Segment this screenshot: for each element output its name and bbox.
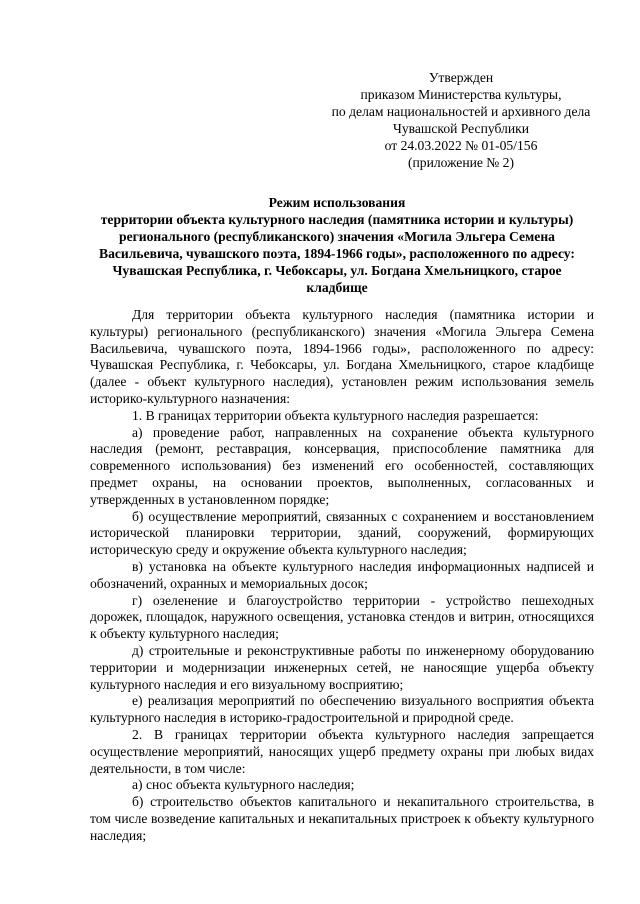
title-line: Чувашская Республика, г. Чебоксары, ул. Богдана Хмельницкого, старое (112, 262, 562, 278)
document-title (82, 195, 592, 296)
approval-line: Утвержден (428, 70, 494, 85)
body-paragraph: 1. В границах территории объекта культурного наследия разрешается: (132, 407, 539, 423)
title-line: Режим использования (268, 195, 406, 210)
body-paragraph: Для территории объекта культурного наследия (памятника истории и культуры) регионального (республиканского) значения «Могила Эльгера Семена Васильевича, чувашского поэта, 1894-1966 годы», расположенного по адресу: Чувашская Республика, г. Чебоксары, ул. Богдана Хмельницкого, старое кладбище (далее - объект культурного наследия), установлен режим использования земель историко-культурного назначения: (90, 307, 594, 406)
title-line: кладбище (306, 279, 368, 295)
body-paragraph: б) строительство объектов капитального и некапитального строительства, в том числе возведение капитальных и некапитальных пристроек к объекту культурного наследия; (90, 794, 594, 843)
document-body (90, 307, 594, 845)
approval-line: приказом Министерства культуры, (360, 87, 562, 102)
approval-line: от 24.03.2022 № 01-05/156 (384, 138, 538, 153)
title-line: территории объекта культурного наследия (памятника истории и культуры) (100, 211, 574, 227)
title-line: регионального (республиканского) значения «Могила Эльгера Семена (119, 228, 555, 244)
body-paragraph: в) установка на объекте культурного наследия информационных надписей и обозначений, охранных и мемориальных досок; (90, 558, 594, 591)
body-paragraph: г) озеленение и благоустройство территории - устройство пешеходных дорожек, площадок, наружного освещения, установка стендов и витрин, относящихся к объекту культурного наследия; (90, 592, 594, 642)
body-paragraph: а) снос объекта культурного наследия; (132, 777, 355, 793)
approval-line: Чувашской Республики (393, 121, 529, 136)
body-paragraph: б) осуществление мероприятий, связанных с сохранением и восстановлением исторической планировки территории, зданий, сооружений, формирующих историческую среду и окружение объекта культурного наследия; (90, 508, 594, 558)
title-line: Васильевича, чувашского поэта, 1894-1966 годы», расположенного по адресу: (99, 245, 575, 261)
body-paragraph: а) проведение работ, направленных на сохранение объекта культурного наследия (ремонт, реставрация, консервация, приспособление памятника для современного использования) без изменений его особенностей, составляющих предмет охраны, на основании проектов, выполненных, согласованных и утвержденных в установленном порядке; (90, 424, 594, 507)
body-paragraph: 2. В границах территории объекта культурного наследия запрещается осуществление мероприятий, наносящих ущерб предмету охраны при любых видах деятельности, в том числе: (90, 726, 594, 776)
approval-line: по делам национальностей и архивного дела (331, 104, 591, 119)
approval-line: (приложение № 2) (407, 155, 515, 170)
body-paragraph: е) реализация мероприятий по обеспечению визуального восприятия объекта культурного наследия в историко-градостроительной и природной среде. (90, 693, 594, 726)
body-paragraph: д) строительные и реконструктивные работы по инженерному оборудованию территории и модернизации инженерных сетей, не наносящие ущерба объекту культурного наследия и его визуальному восприятию; (90, 642, 594, 692)
approval-block (330, 69, 592, 171)
